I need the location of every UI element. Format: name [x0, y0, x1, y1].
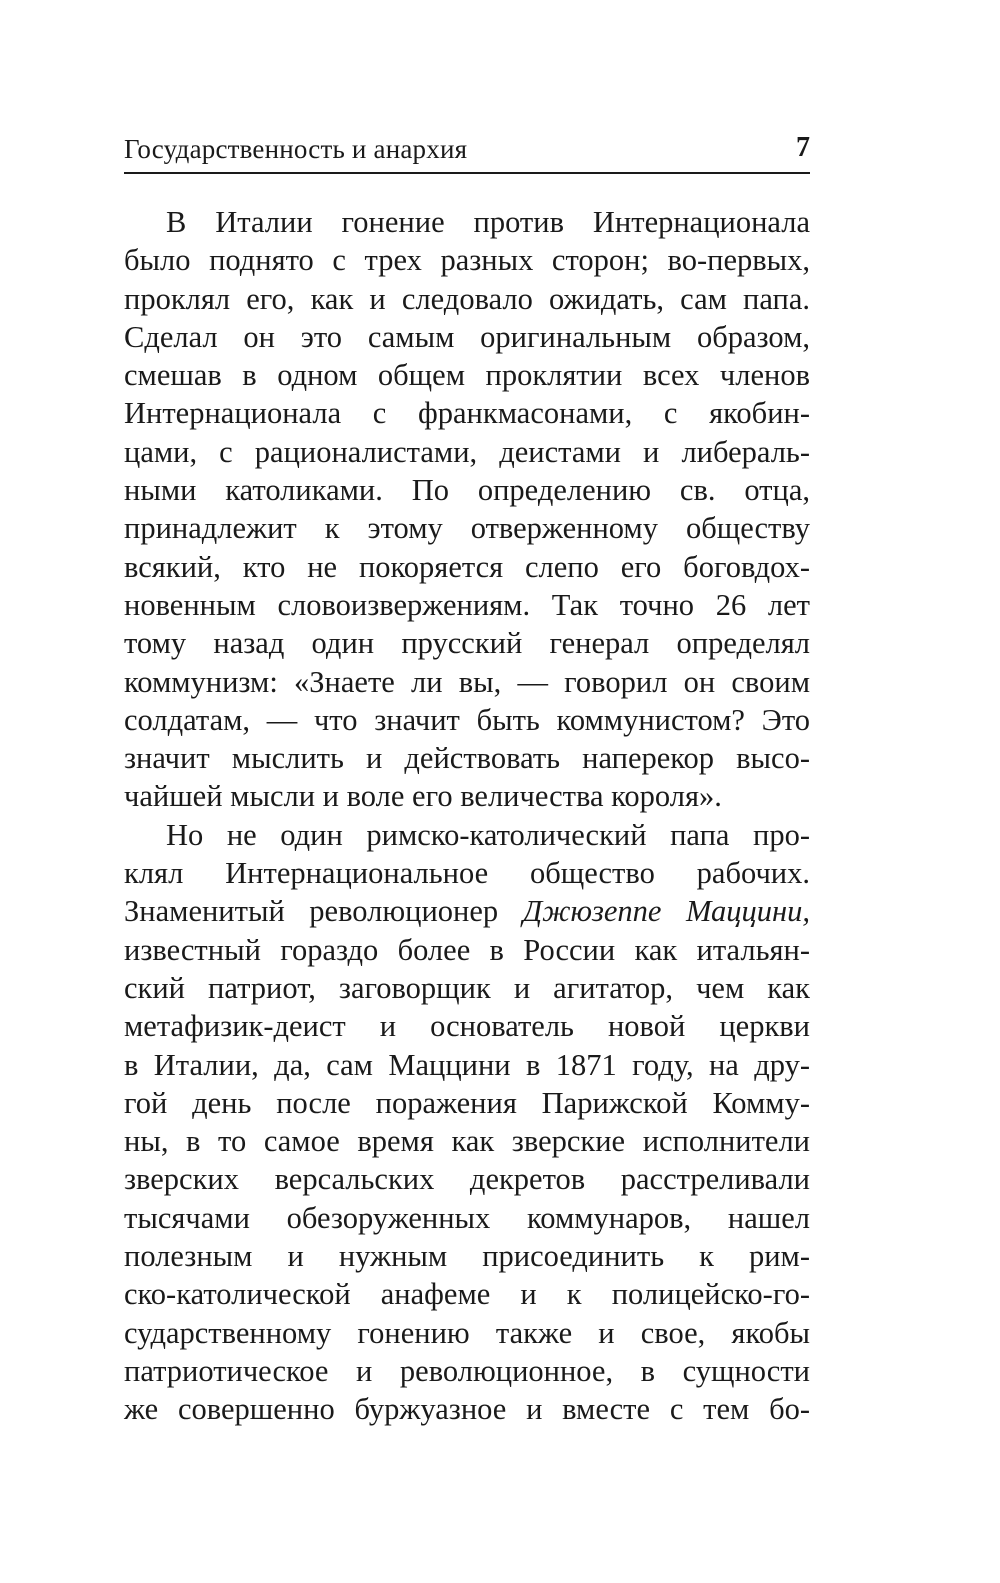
name-line-prefix: Знаменитый революционер — [124, 894, 523, 929]
text-line: проклял его, как и следовало ожидать, сам папа. — [124, 281, 810, 316]
book-page — [124, 0, 810, 1583]
text-line: солдатам, — что значит быть коммунистом? Это — [124, 702, 810, 737]
text-line: было поднято с трех разных сторон; во-первых, — [124, 243, 810, 278]
text-line: тысячами обезоруженных коммунаров, нашел — [124, 1200, 810, 1235]
text-line: сударственному гонению также и свое, якобы — [124, 1315, 810, 1350]
text-line: зверских версальских декретов расстреливали — [124, 1162, 810, 1197]
body-text — [124, 203, 810, 1429]
paragraph-1 — [124, 203, 810, 816]
text-line: Сделал он это самым оригинальным образом, — [124, 319, 810, 354]
paragraph-2 — [124, 816, 810, 1429]
text-line: патриотическое и революционное, в сущности — [124, 1353, 810, 1388]
text-line: клял Интернациональное общество рабочих. — [124, 856, 810, 891]
text-line: полезным и нужным присоединить к рим- — [124, 1239, 810, 1274]
text-line: метафизик-деист и основатель новой церкви — [124, 1009, 810, 1044]
page-number: 7 — [796, 132, 810, 163]
text-line: ский патриот, заговорщик и агитатор, чем как — [124, 970, 810, 1005]
text-line: в Италии, да, сам Маццини в 1871 году, на дру- — [124, 1047, 810, 1082]
running-header — [124, 134, 810, 174]
running-title: Государственность и анархия — [124, 134, 468, 164]
text-line: известный гораздо более в России как итальян- — [124, 932, 810, 967]
text-line: ными католиками. По определению св. отца, — [124, 473, 810, 508]
text-line — [124, 892, 810, 930]
text-line: принадлежит к этому отверженному обществу — [124, 511, 810, 546]
text-line: Интернационала с франкмасонами, с якобин- — [124, 396, 810, 431]
text-line: тому назад один прусский генерал определял — [124, 626, 810, 661]
text-line: ны, в то самое время как зверские исполнители — [124, 1124, 810, 1159]
text-line: В Италии гонение против Интернационала — [166, 205, 810, 239]
text-line: значит мыслить и действовать наперекор высо- — [124, 741, 810, 776]
text-line: всякий, кто не покоряется слепо его боговдох- — [124, 549, 810, 584]
text-line: цами, с рационалистами, деистами и либераль- — [124, 434, 810, 469]
text-line: коммунизм: «Знаете ли вы, — говорил он своим — [124, 664, 810, 699]
text-line: ско-католической анафеме и к полицейско-го- — [124, 1277, 810, 1312]
text-line: же совершенно буржуазное и вместе с тем бо- — [124, 1392, 810, 1427]
text-line: гой день после поражения Парижской Комму- — [124, 1085, 810, 1120]
text-line: новенным словоизвержениям. Так точно 26 лет — [124, 587, 810, 622]
text-line: Но не один римско-католический папа про- — [166, 817, 810, 852]
text-line: смешав в одном общем проклятии всех членов — [124, 358, 810, 393]
italic-name: Джюзеппе Маццини, — [522, 894, 810, 929]
text-line: чайшей мысли и воле его величества короля». — [124, 779, 722, 814]
